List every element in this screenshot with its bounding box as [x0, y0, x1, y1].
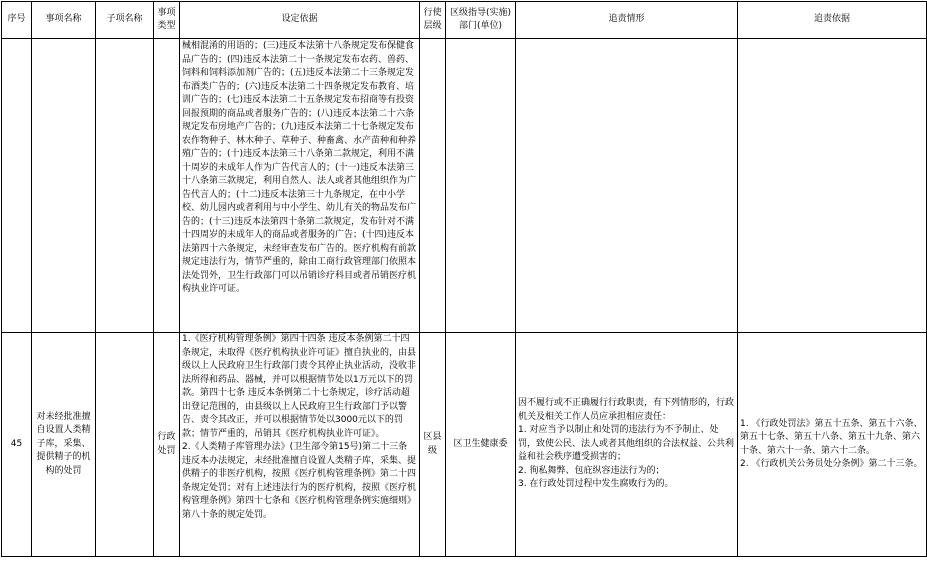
- cell-pursuit-basis: [738, 39, 927, 333]
- pursuit-situation-paragraph: 2. 徇私舞弊、包庇纵容违法行为的；: [518, 465, 665, 476]
- header-item-name: 事项名称: [32, 2, 96, 39]
- table-row: [2, 333, 927, 557]
- cell-pursuit-situation: [516, 333, 738, 557]
- cell-item-type: [154, 39, 180, 333]
- header-pursuit-basis: 追责依据: [738, 2, 927, 39]
- cell-sub-item-name: [96, 39, 154, 333]
- cell-basis: [180, 39, 420, 333]
- cell-item-name: 对未经批准擅自设置人类精子库，采集、提供精子的机构的处罚: [32, 333, 96, 557]
- header-basis: 设定依据: [180, 2, 420, 39]
- pursuit-situation-paragraph: 1. 对应当予以制止和处罚的违法行为不予制止、处罚，致使公民、法人或者其他组织的合法权益、公共利益和社会秩序遭受损害的；: [518, 425, 735, 463]
- basis-paragraph: 2.《人类精子库管理办法》(卫生部令第15号)第二十三条 违反本办法规定，未经批准擅自设置人类精子库，采集、提供精子的非医疗机构，按照《医疗机构管理条例》第二十四条规定处罚；对有上述违法行为的医疗机构，按照《医疗机构管理条例》第四十七条和《医疗机构管理条例实施细则》第八十条的规定处罚。: [182, 442, 417, 520]
- cell-sub-item-name: [96, 333, 154, 557]
- cell-seq: 45: [2, 333, 32, 557]
- cell-department: [446, 39, 516, 333]
- cell-department: 区卫生健康委: [446, 333, 516, 557]
- pursuit-basis-paragraph: 1. 《行政处罚法》第五十五条、第五十六条、第五十七条、第五十八条、第五十九条、第六十条、第六十一条、第六十二条。: [740, 418, 923, 456]
- cell-exercise-level: 区县级: [420, 333, 446, 557]
- cell-pursuit-situation: [516, 39, 738, 333]
- basis-paragraph: 械相混淆的用语的；(三)违反本法第十八条规定发布保健食品广告的；(四)违反本法第二十一条规定发布农药、兽药、饲料和饲料添加剂广告的；(五)违反本法第二十三条规定发布酒类广告的；(六)违反本法第二十四条规定发布教育、培训广告的；(七)违反本法第二十五条规定发布招商等有投资回报预期的商品或者服务广告的；(八)违反本法第二十六条规定发布房地产广告的；(九)违反本法第二十七条规定发布农作物种子、林木种子、草种子、种畜禽、水产苗种和种养殖广告的；(十)违反本法第三十八条第二款规定，利用不满十周岁的未成年人作为广告代言人的；(十一)违反本法第三十八条第三款规定，利用自然人、法人或者其他组织作为广告代言人的；(十二)违反本法第三十九条规定，在中小学校、幼儿园内或者利用与中小学生、幼儿有关的物品发布广告的；(十三)违反本法第四十条第二款规定，发布针对不满十四周岁的未成年人的商品或者服务的广告；(十四)违反本法第四十六条规定，未经审查发布广告的。医疗机构有前款规定违法行为，情节严重的，除由工商行政管理部门依照本法处罚外，卫生行政部门可以吊销诊疗科目或者吊销医疗机构执业许可证。: [182, 41, 417, 294]
- header-department: 区级指导(实施)部门(单位): [446, 2, 516, 39]
- header-seq: 序号: [2, 2, 32, 39]
- cell-item-type: 行政处罚: [154, 333, 180, 557]
- cell-basis: [180, 333, 420, 557]
- header-exercise-level: 行使层级: [420, 2, 446, 39]
- basis-paragraph: 1.《医疗机构管理条例》第四十四条 违反本条例第二十四条规定，未取得《医疗机构执业许可证》擅自执业的，由县级以上人民政府卫生行政部门责令其停止执业活动，没收非法所得和药品、器械，并可以根据情节处以1万元以下的罚款。第四十七条 违反本条例第二十七条规定，诊疗活动超出登记范围的，由县级以上人民政府卫生行政部门予以警告、责令其改正，并可以根据情节处以3000元以下的罚款；情节严重的，吊销其《医疗机构执业许可证》。: [182, 334, 417, 439]
- accountability-table: [1, 1, 927, 557]
- header-item-type: 事项类型: [154, 2, 180, 39]
- pursuit-basis-paragraph: 2. 《行政机关公务员处分条例》第二十三条。: [740, 459, 923, 469]
- header-sub-item-name: 子项名称: [96, 2, 154, 39]
- pursuit-situation-paragraph: 3. 在行政处罚过程中发生腐败行为的。: [518, 479, 674, 490]
- cell-exercise-level: [420, 39, 446, 333]
- table-row: [2, 39, 927, 333]
- cell-seq: [2, 39, 32, 333]
- pursuit-situation-paragraph: 因不履行或不正确履行行政职责，有下列情形的，行政机关及相关工作人员应承担相应责任：: [518, 398, 735, 422]
- cell-pursuit-basis: [738, 333, 927, 557]
- header-pursuit-situation: 追责情形: [516, 2, 738, 39]
- cell-item-name: [32, 39, 96, 333]
- header-row: [2, 2, 927, 39]
